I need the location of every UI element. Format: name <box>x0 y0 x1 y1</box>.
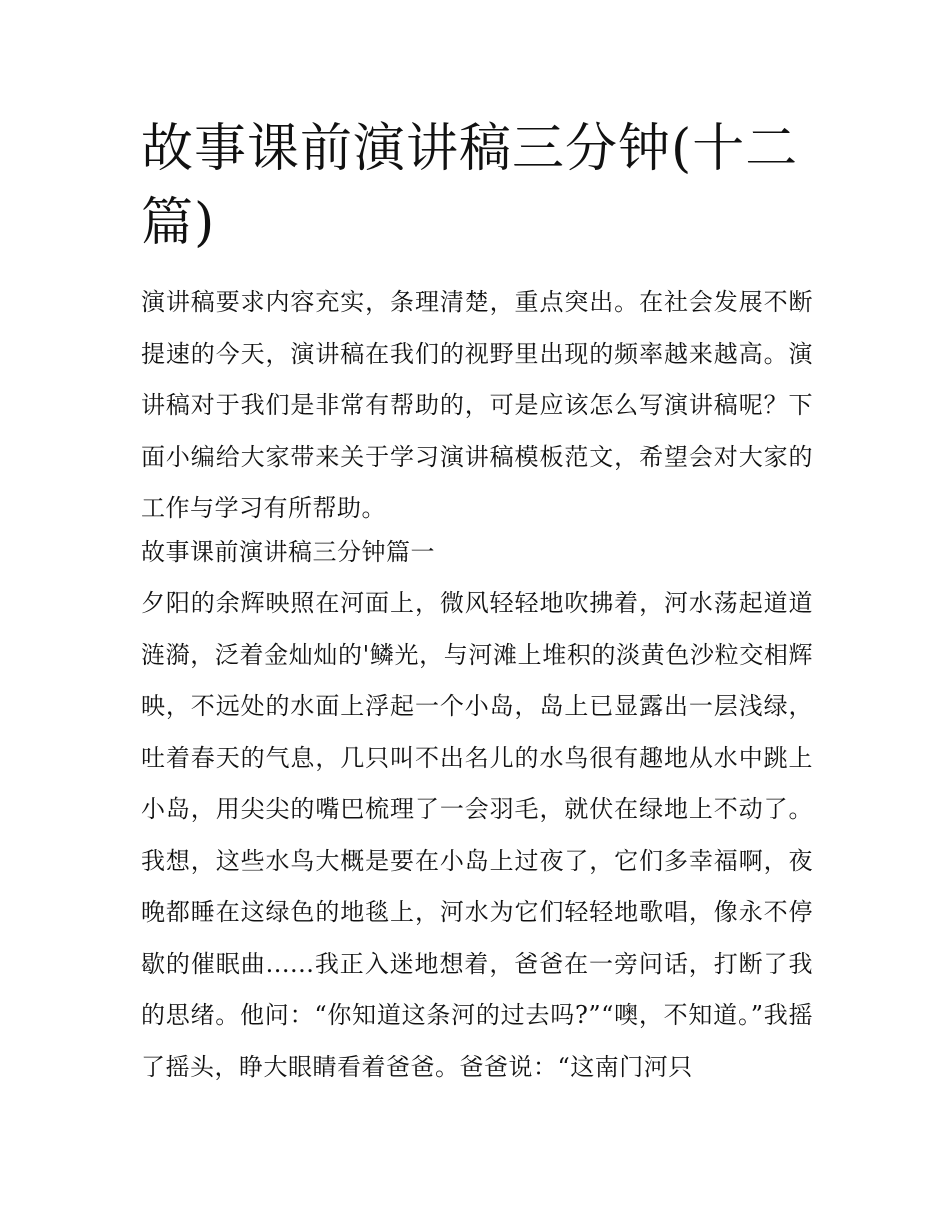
intro-paragraph: 演讲稿要求内容充实，条理清楚，重点突出。在社会发展不断提速的今天，演讲稿在我们的视野里出现的频率越来越高。演讲稿对于我们是非常有帮助的，可是应该怎么写演讲稿呢？下面小编给大家带来关于学习演讲稿模板范文，希望会对大家的工作与学习有所帮助。 <box>141 288 813 522</box>
story-paragraph: 夕阳的余辉映照在河面上，微风轻轻地吹拂着，河水荡起道道涟漪，泛着金灿灿的'鳞光，与河滩上堆积的淡黄色沙粒交相辉映，不远处的水面上浮起一个小岛，岛上已显露出一层浅绿，吐着春天的气息，几只叫不出名儿的水鸟很有趣地从水中跳上小岛，用尖尖的嘴巴梳理了一会羽毛，就伏在绿地上不动了。我想，这些水鸟大概是要在小岛上过夜了，它们多幸福啊，夜晚都睡在这绿色的地毯上，河水为它们轻轻地歌唱，像永不停歇的催眠曲......我正入迷地想着，爸爸在一旁问话，打断了我的思绪。他问：“你知道这条河的过去吗?”“噢，不知道。”我摇了摇头，睁大眼睛看着爸爸。爸爸说：“这南门河只 <box>141 589 813 1081</box>
document-title: 故事课前演讲稿三分钟(十二篇) <box>141 119 799 253</box>
section-heading: 故事课前演讲稿三分钟篇一 <box>141 538 435 566</box>
